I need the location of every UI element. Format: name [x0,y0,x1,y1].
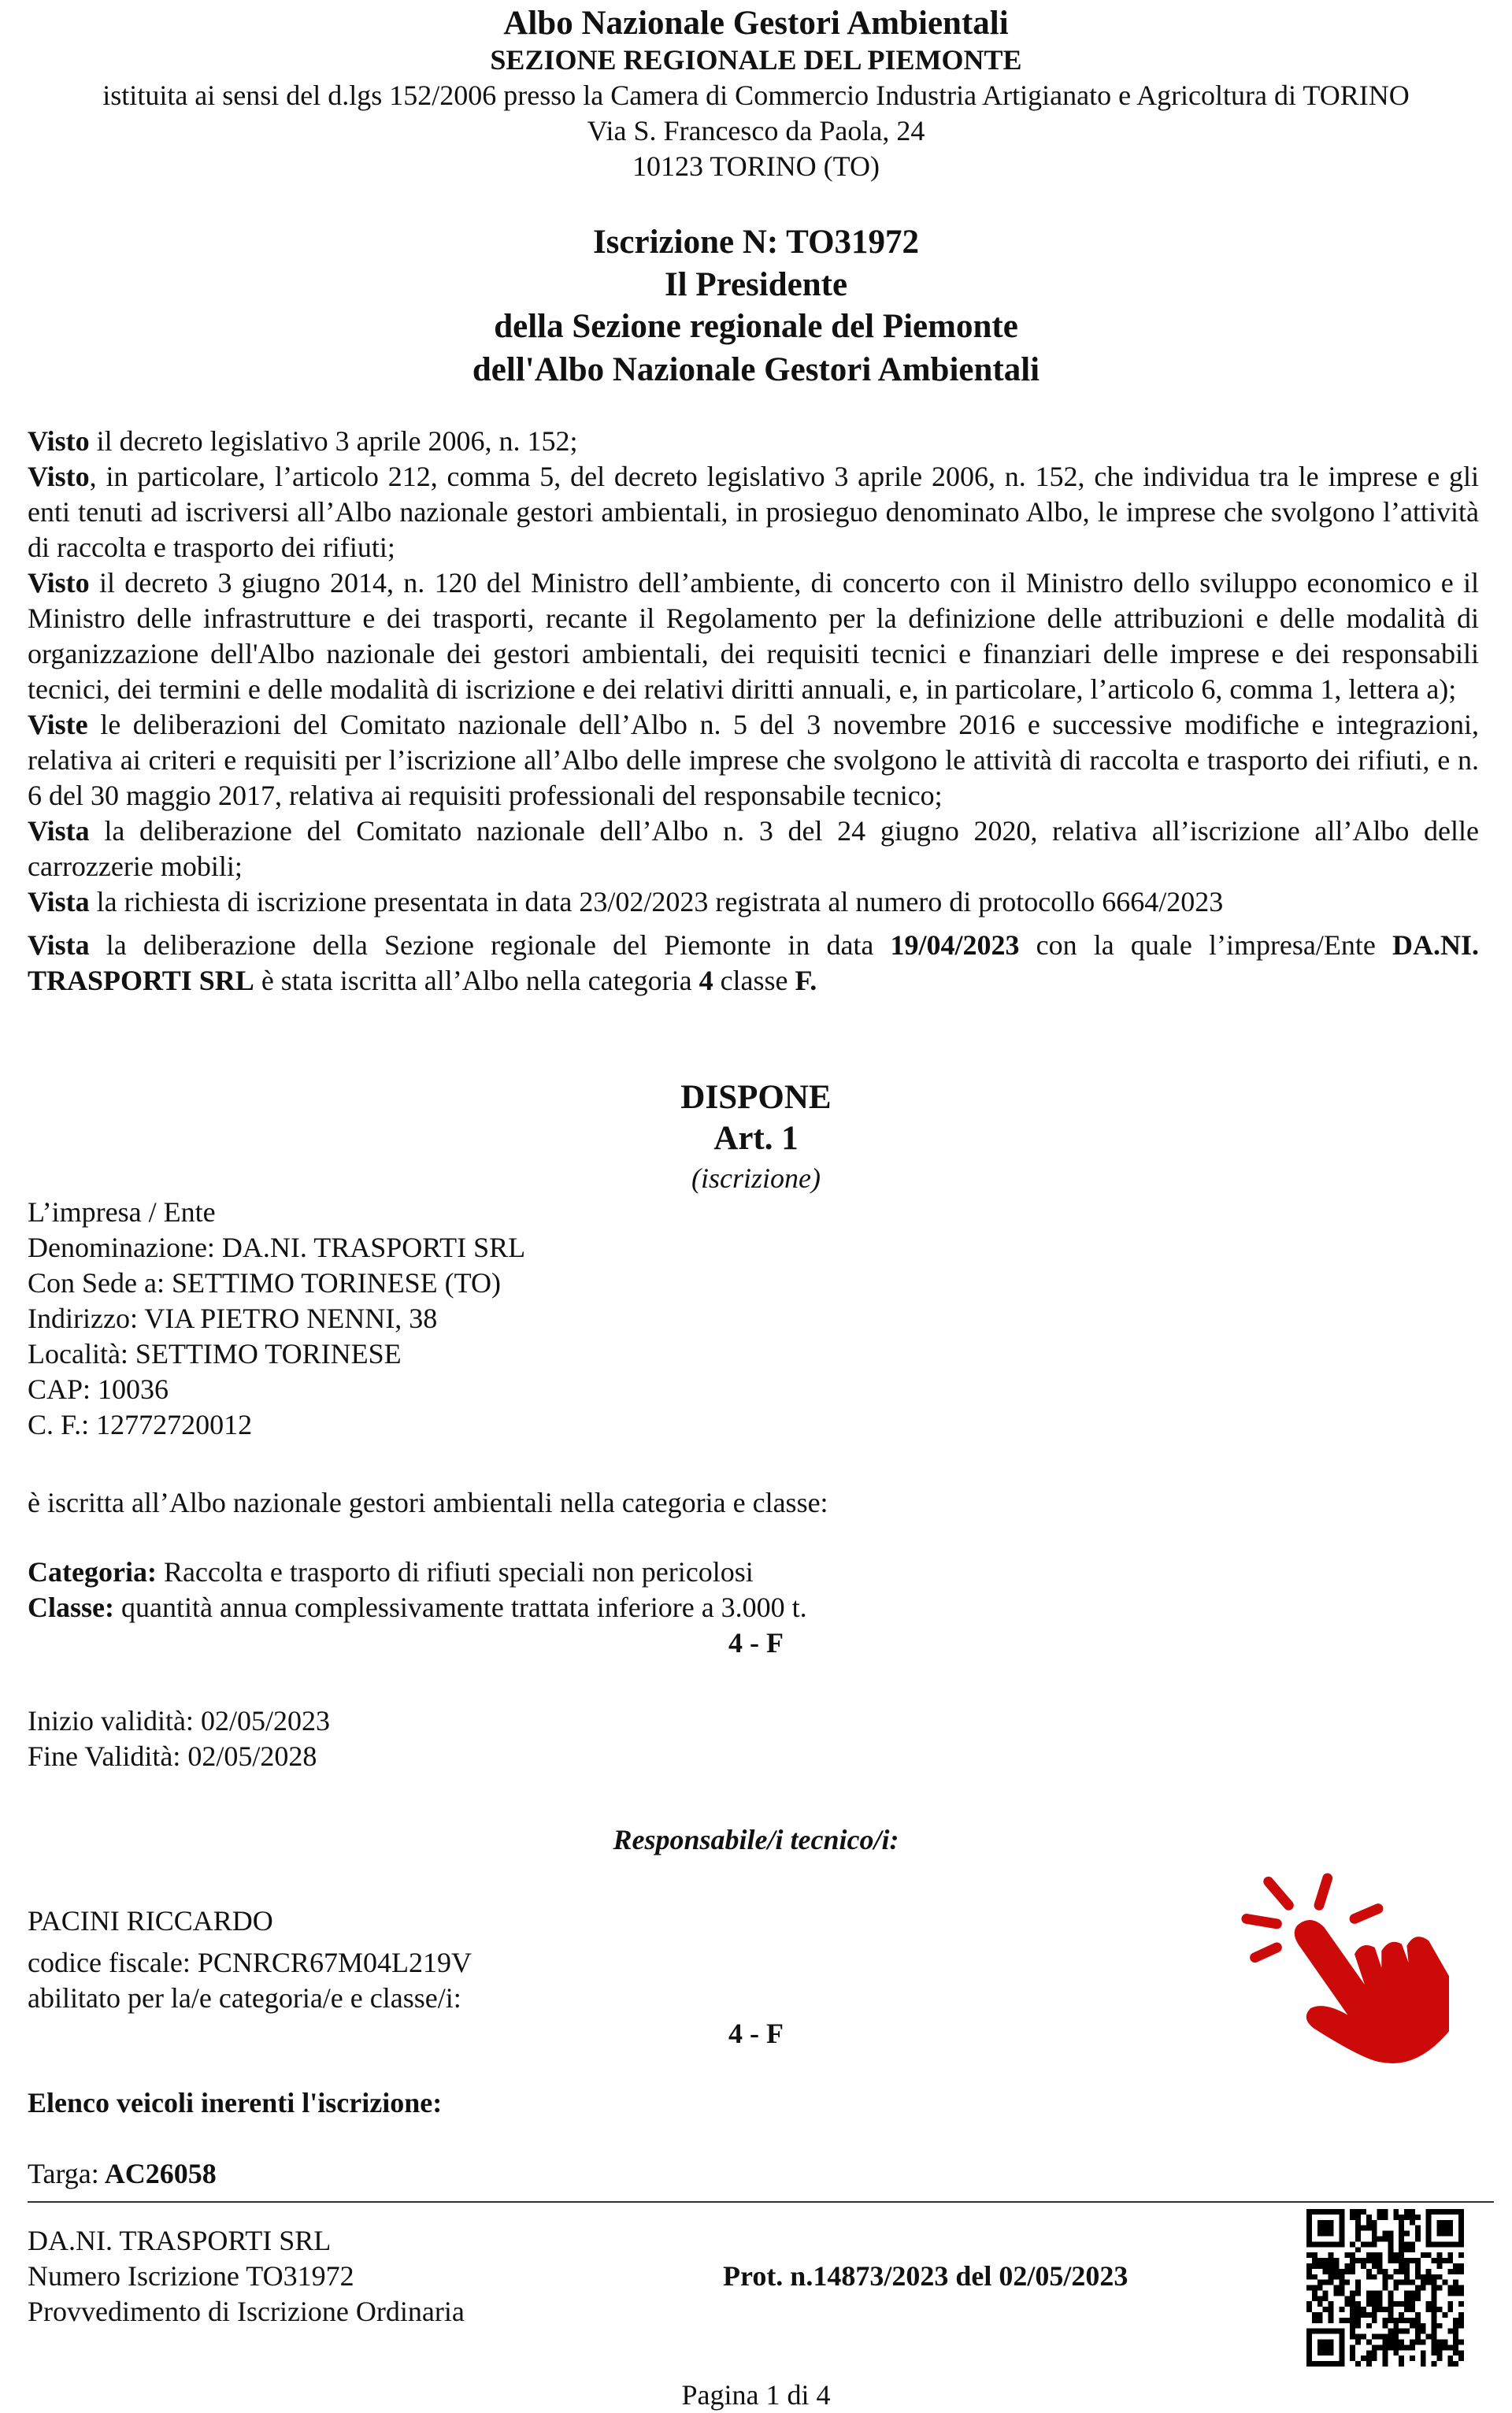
company-indirizzo: Indirizzo: VIA PIETRO NENNI, 38 [28,1303,438,1334]
article-heading: Art. 1 [713,1120,799,1157]
premise [28,459,1479,565]
premise [28,565,1479,707]
class-letter: F. [795,965,817,996]
click-hand-icon[interactable] [1213,1866,1449,2103]
premise [28,814,1479,884]
premise-lead: Vista [28,815,90,847]
premise [28,424,1479,459]
premise-lead: Vista [28,929,90,961]
address-line: Via S. Francesco da Paola, 24 [587,115,925,146]
premise-text: il decreto 3 giugno 2014, n. 120 del Ministro dell’ambiente, di concerto con il Ministro dello sviluppo economico e il Ministro delle infrastrutture e dei trasporti, recante il Regolamento per la definizione delle attribuzioni e delle modalità di organizzazione dell'Albo nazionale dei gestori ambientali, dei requisiti tecnici e finanziari delle imprese e dei responsabili tecnici, dei termini e delle modalità di iscrizione e dei relativi diritti annuali, e, in particolare, l’articolo 6, comma 1, lettera a); [28,567,1479,705]
footer-provvedimento: Provvedimento di Iscrizione Ordinaria [28,2296,465,2327]
classe-code: 4 - F [728,1627,784,1659]
responsabile-name: PACINI RICCARDO [28,1905,273,1937]
presidente-heading: Il Presidente [664,266,848,303]
validity-start: Inizio validità: 02/05/2023 [28,1705,330,1737]
premise-lead: Viste [28,709,88,740]
responsabile-code: 4 - F [728,2018,784,2049]
qr-code-icon[interactable] [1305,2209,1466,2367]
premises [28,424,1479,999]
footer-divider [28,2201,1494,2203]
company-sede: Con Sede a: SETTIMO TORINESE (TO) [28,1267,501,1299]
premise-text: le deliberazioni del Comitato nazionale dell’Albo n. 5 del 3 novembre 2016 e successive modifiche e integrazioni, relativa ai criteri e requisiti per l’iscrizione all’Albo delle imprese che svolgono le attività di raccolta e trasporto dei rifiuti, e n. 6 del 30 maggio 2017, relativa ai requisiti professionali del responsabile tecnico; [28,709,1479,811]
premise-text: , in particolare, l’articolo 212, comma 5, del decreto legislativo 3 aprile 2006, n. 152, che individua tra le imprese e gli enti tenuti ad iscriversi all’Albo nazionale gestori ambientali, in prosieguo denominato Albo, le imprese che svolgono l’attività di raccolta e trasporto dei rifiuti; [28,461,1479,563]
final-premise [28,928,1479,999]
protocol-number: Prot. n.14873/2023 del 02/05/2023 [723,2260,1128,2292]
premise-lead: Visto [28,567,90,599]
categoria-line [28,1555,754,1590]
section-name: SEZIONE REGIONALE DEL PIEMONTE [490,44,1022,76]
company-name: DA.NI. TRASPORTI SRL [28,929,1480,996]
company-cf: C. F.: 12772720012 [28,1409,253,1440]
city-line: 10123 TORINO (TO) [632,150,880,182]
category-number: 4 [699,965,713,996]
responsabile-abilitato: abilitato per la/e categoria/e e classe/i: [28,1982,461,2014]
company-localita: Località: SETTIMO TORINESE [28,1338,402,1370]
premise-text: è stata iscritta all’Albo nella categoria [254,965,699,996]
deliberation-date: 19/04/2023 [890,929,1020,961]
targa-line [28,2156,217,2192]
responsabile-heading: Responsabile/i tecnico/i: [613,1824,899,1855]
targa-label: Targa: [28,2158,99,2189]
classe-value: quantità annua complessivamente trattata inferiore a 3.000 t. [114,1592,807,1623]
premise-text: con la quale l’impresa/Ente [1019,929,1392,961]
premise [28,707,1479,814]
iscritta-statement: è iscritta all’Albo nazionale gestori ambientali nella categoria e classe: [28,1487,828,1518]
responsabile-cf: codice fiscale: PCNRCR67M04L219V [28,1947,472,1978]
footer-numero: Numero Iscrizione TO31972 [28,2260,354,2292]
premise-lead: Visto [28,425,90,457]
classe-label: Classe: [28,1592,114,1623]
istituita-line: istituita ai sensi del d.lgs 152/2006 presso la Camera di Commercio Industria Artigianato e Agricoltura di TORINO [102,80,1410,111]
premise [28,884,1479,920]
sezione-heading: della Sezione regionale del Piemonte [494,308,1018,345]
premise-text: la deliberazione del Comitato nazionale dell’Albo n. 3 del 24 giugno 2020, relativa all’iscrizione all’Albo delle carrozzerie mobili; [28,815,1479,882]
premise-text: classe [713,965,795,996]
company-cap: CAP: 10036 [28,1373,169,1405]
premise-lead: Visto [28,461,90,492]
dispone-heading: DISPONE [680,1079,832,1116]
footer-company: DA.NI. TRASPORTI SRL [28,2225,332,2256]
document-title: Albo Nazionale Gestori Ambientali [503,5,1009,42]
categoria-label: Categoria: [28,1556,157,1588]
company-intro: L’impresa / Ente [28,1196,216,1228]
article-subtitle: (iscrizione) [691,1162,821,1194]
premise-lead: Vista [28,886,90,917]
premise-text: il decreto legislativo 3 aprile 2006, n. 152; [89,425,578,457]
page-number: Pagina 1 di 4 [681,2379,831,2411]
targa-value: AC26058 [98,2158,217,2189]
company-denominazione: Denominazione: DA.NI. TRASPORTI SRL [28,1232,526,1263]
albo-heading: dell'Albo Nazionale Gestori Ambientali [472,351,1040,388]
validity-end: Fine Validità: 02/05/2028 [28,1740,317,1772]
classe-line [28,1590,807,1625]
premise-text: la deliberazione della Sezione regionale del Piemonte in data [89,929,891,961]
iscrizione-number: Iscrizione N: TO31972 [592,224,920,261]
premise-text: la richiesta di iscrizione presentata in data 23/02/2023 registrata al numero di protocollo 6664/2023 [89,886,1224,917]
categoria-value: Raccolta e trasporto di rifiuti speciali non pericolosi [156,1556,754,1588]
veicoli-heading: Elenco veicoli inerenti l'iscrizione: [28,2087,443,2118]
